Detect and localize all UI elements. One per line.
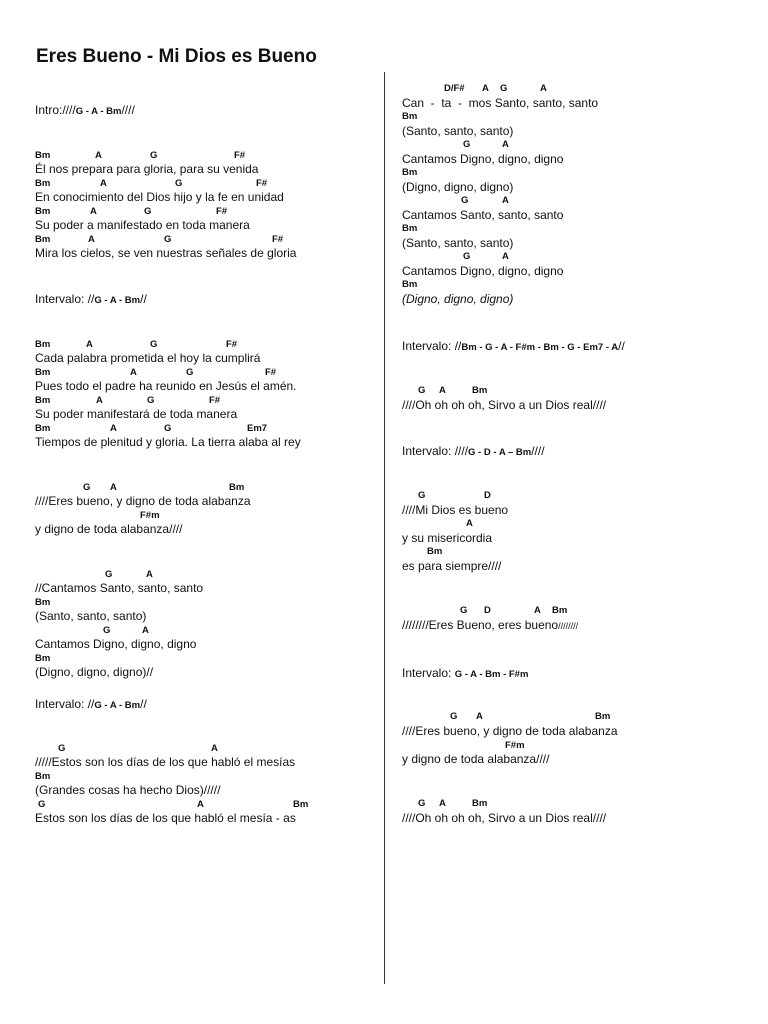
- chord: G: [105, 569, 113, 580]
- lyric-line: Tiempos de plenitud y gloria. La tierra alaba al rey: [35, 435, 301, 449]
- lyric-line: (Grandes cosas ha hecho Dios)/////: [35, 783, 221, 797]
- chord: G: [150, 339, 158, 350]
- lyric-line: Estos son los días de los que habló el mesía - as: [35, 811, 296, 825]
- lyric-line: /////Estos son los días de los que habló el mesías: [35, 755, 296, 769]
- chord: Bm: [35, 367, 51, 378]
- chord: A: [534, 605, 541, 616]
- chord: A: [439, 798, 446, 809]
- chord: Bm: [35, 206, 51, 217]
- chord: A: [86, 339, 93, 350]
- chord: A: [211, 743, 218, 754]
- lyric-line: ////Mi Dios es bueno: [402, 503, 509, 517]
- chord: Bm: [552, 605, 568, 616]
- lyric-line: (Digno, digno, digno): [402, 180, 514, 194]
- lyric-line: En conocimiento del Dios hijo y la fe en unidad: [35, 190, 284, 204]
- chord: A: [88, 234, 95, 245]
- chord: A: [110, 423, 117, 434]
- lyric-line: ////Eres bueno, y digno de toda alabanza: [402, 724, 618, 738]
- lyric-line: Cada palabra prometida el hoy la cumplirá: [35, 351, 261, 365]
- chord: G: [500, 83, 508, 94]
- chord: F#m: [505, 740, 525, 751]
- chord: Bm: [595, 711, 611, 722]
- lyric-line: Cantamos Digno, digno, digno: [402, 264, 564, 278]
- lyric-line: Pues todo el padre ha reunido en Jesús el amén.: [35, 379, 297, 393]
- chord: A: [502, 139, 509, 150]
- chord: A: [90, 206, 97, 217]
- chord: F#: [256, 178, 268, 189]
- chord: G: [463, 251, 471, 262]
- chord: D: [484, 490, 491, 501]
- chord: G: [103, 625, 111, 636]
- chord: A: [100, 178, 107, 189]
- lyric-line: Su poder manifestará de toda manera: [35, 407, 238, 421]
- chord: G: [460, 605, 468, 616]
- chord: Bm: [472, 385, 488, 396]
- chord: A: [482, 83, 489, 94]
- chord: Bm: [35, 423, 51, 434]
- chord: G: [164, 234, 172, 245]
- chord: Em7: [247, 423, 268, 434]
- lyric-line: Can - ta - mos Santo, santo, santo: [402, 96, 599, 110]
- chord: A: [540, 83, 547, 94]
- lyric-line: Él nos prepara para gloria, para su venida: [35, 162, 259, 176]
- lyric-line: y digno de toda alabanza////: [35, 522, 183, 536]
- chord: Bm: [35, 771, 51, 782]
- chord: G: [186, 367, 194, 378]
- chord: F#: [234, 150, 246, 161]
- chord: A: [197, 799, 204, 810]
- chord: Bm: [35, 395, 51, 406]
- chord: A: [110, 482, 117, 493]
- lyric-line: ////Oh oh oh oh, Sirvo a un Dios real////: [402, 811, 607, 825]
- chord: Bm: [402, 279, 418, 290]
- lyric-line: Su poder a manifestado en toda manera: [35, 218, 250, 232]
- chord: G: [175, 178, 183, 189]
- chord: D: [484, 605, 491, 616]
- chord: Bm: [35, 597, 51, 608]
- interval-line: Intervalo: //G - A - Bm//: [35, 697, 147, 711]
- chord: F#: [226, 339, 238, 350]
- chord: F#: [209, 395, 221, 406]
- lyric-line: ////////Eres Bueno, eres bueno////////: [402, 618, 579, 632]
- chord: A: [502, 195, 509, 206]
- lyric-line: es para siempre////: [402, 559, 502, 573]
- lyric-line: (Digno, digno, digno)//: [35, 665, 154, 679]
- chord: Bm: [427, 546, 443, 557]
- lyric-line: Mira los cielos, se ven nuestras señales de gloria: [35, 246, 297, 260]
- interval-line: Intervalo: G - A - Bm - F#m: [402, 666, 529, 680]
- chord: G: [418, 798, 426, 809]
- chord: A: [95, 150, 102, 161]
- lyric-line: ////Oh oh oh oh, Sirvo a un Dios real////: [402, 398, 607, 412]
- lyric-line: (Santo, santo, santo): [402, 236, 514, 250]
- lyric-line: ////Eres bueno, y digno de toda alabanza: [35, 494, 251, 508]
- interval-line: Intervalo: ////G - D - A – Bm////: [402, 444, 545, 458]
- chord: G: [418, 385, 426, 396]
- chord: Bm: [229, 482, 245, 493]
- chord: Bm: [472, 798, 488, 809]
- lyric-line: (Santo, santo, santo): [35, 609, 147, 623]
- chord: F#m: [140, 510, 160, 521]
- lyric-line: Cantamos Santo, santo, santo: [402, 208, 564, 222]
- chord: A: [502, 251, 509, 262]
- chord: Bm: [35, 150, 51, 161]
- column-divider: [384, 72, 385, 984]
- chord: A: [142, 625, 149, 636]
- chord: G: [450, 711, 458, 722]
- lyric-line: (Santo, santo, santo): [402, 124, 514, 138]
- lyric-line: //Cantamos Santo, santo, santo: [35, 581, 204, 595]
- chord: G: [461, 195, 469, 206]
- chord: A: [146, 569, 153, 580]
- chord: G: [58, 743, 66, 754]
- chord: Bm: [293, 799, 309, 810]
- interval-line: Intervalo: //G - A - Bm//: [35, 292, 147, 306]
- page-title: Eres Bueno - Mi Dios es Bueno: [36, 46, 317, 67]
- chord: A: [439, 385, 446, 396]
- chord: Bm: [35, 653, 51, 664]
- chord: F#: [216, 206, 228, 217]
- chord: G: [418, 490, 426, 501]
- chord: Bm: [402, 111, 418, 122]
- lyric-line: y su misericordia: [402, 531, 493, 545]
- chord: Bm: [35, 339, 51, 350]
- lyric-line: y digno de toda alabanza////: [402, 752, 550, 766]
- chord: G: [83, 482, 91, 493]
- chord: F#: [265, 367, 277, 378]
- chord: G: [463, 139, 471, 150]
- chord: Bm: [35, 234, 51, 245]
- chord: F#: [272, 234, 284, 245]
- chord: G: [150, 150, 158, 161]
- chord: A: [466, 518, 473, 529]
- lyric-line: Cantamos Digno, digno, digno: [35, 637, 197, 651]
- chord: Bm: [402, 167, 418, 178]
- intro-line: Intro:////G - A - Bm////: [35, 103, 135, 117]
- lyric-line: Cantamos Digno, digno, digno: [402, 152, 564, 166]
- chord: Bm: [402, 223, 418, 234]
- chord: G: [147, 395, 155, 406]
- chord: G: [164, 423, 172, 434]
- interval-line: Intervalo: //Bm - G - A - F#m - Bm - G - Em7 - A//: [402, 339, 625, 353]
- chord: A: [130, 367, 137, 378]
- chord: G: [38, 799, 46, 810]
- chord: A: [96, 395, 103, 406]
- lyric-line: (Digno, digno, digno): [402, 292, 514, 306]
- chord: A: [476, 711, 483, 722]
- chord: Bm: [35, 178, 51, 189]
- chord: D/F#: [444, 83, 465, 94]
- chord: G: [144, 206, 152, 217]
